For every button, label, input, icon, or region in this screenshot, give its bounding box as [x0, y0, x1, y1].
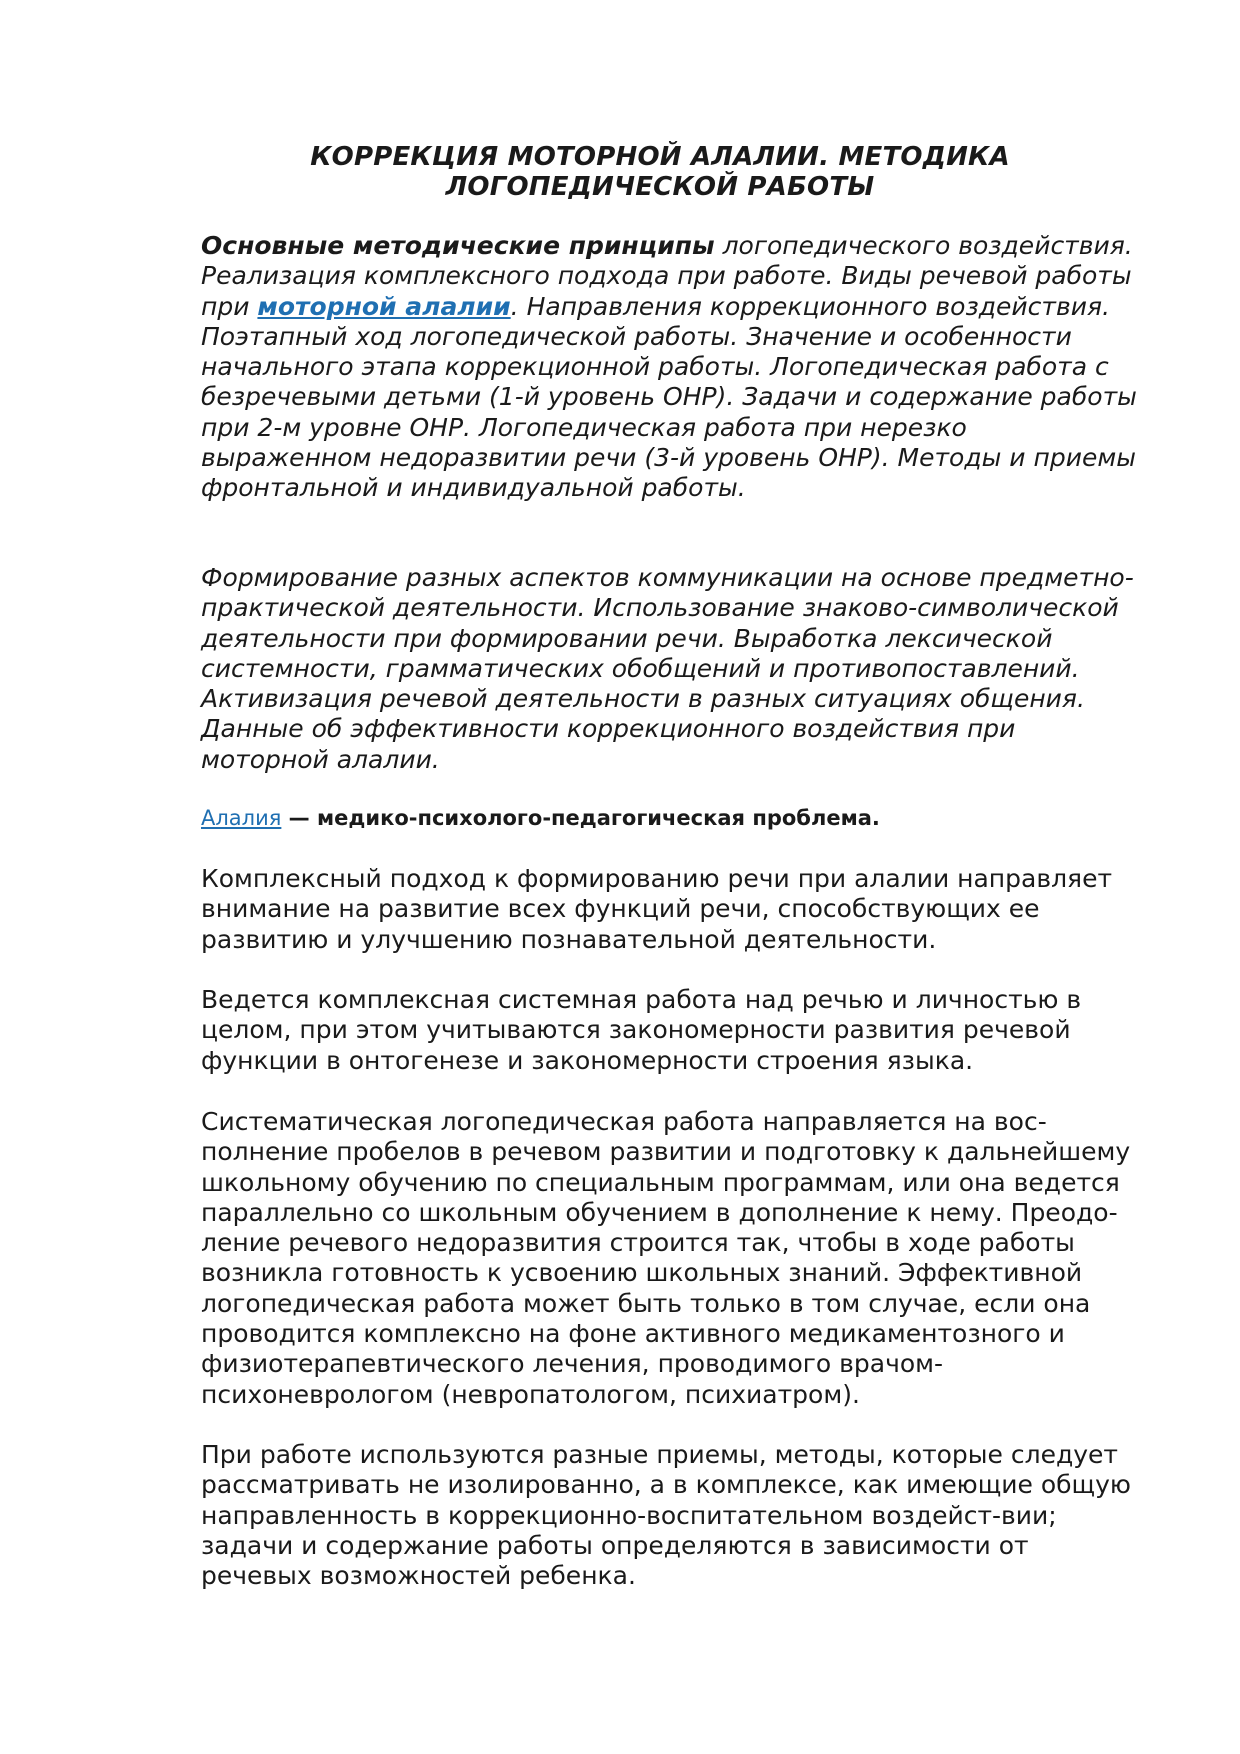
body-paragraph-1: Комплексный подход к формированию речи при алалии направляет внимание на развитие всех функций речи, способствующих ее развитию и улучшению познавательной деятельности. [201, 864, 1113, 954]
title-line-1: КОРРЕКЦИЯ МОТОРНОЙ АЛАЛИИ. МЕТОДИКА [310, 142, 1010, 172]
alalia-heading [201, 805, 1141, 831]
title-line-2: ЛОГОПЕДИЧЕСКОЙ РАБОТЫ [445, 172, 875, 202]
alalia-link[interactable]: Алалия [201, 806, 282, 830]
alalia-heading-text: — медико-психолого-педагогическая проблема. [281, 806, 880, 830]
body-paragraph-4: При работе используются разные приемы, методы, которые следует рассматривать не изолированно, а в комплексе, как имеющие общую направленность в коррекционно-воспитательном воздейст-вии; задачи и содержание работы определяются в зависимости от речевых возможностей ребенка. [201, 1440, 1131, 1591]
body-paragraph-2: Ведется комплексная системная работа над речью и личностью в целом, при этом учитываются закономерности развития речевой функции в онтогенезе и закономерности строения языка. [201, 985, 1082, 1075]
intro-paragraph-2: Формирование разных аспектов коммуникации на основе предметно-практической деятельности. Использование знаково-символической деятельности при формировании речи. Выработка лексической системности, грамматических обобщений и противопоставлений. Активизация речевой деятельности в разных ситуациях общения. Данные об эффективности коррекционного воздействия при моторной алалии. [201, 563, 1134, 774]
motor-alalia-link[interactable]: моторной алалии [257, 291, 511, 321]
intro-bold-lead: Основные методические принципы [201, 231, 715, 260]
intro-paragraph [201, 231, 1141, 504]
intro-text-after-link: . Направления коррекционного воздействия. Поэтапный ход логопедической работы. Значение и особенности начального этапа коррекционной работы. Логопедическая работа с безречевыми детьми (1-й уровень ОНР). Задачи и содержание работы при 2-м уровне ОНР. Логопедическая работа при нерезко выраженном недоразвитии речи (3-й уровень ОНР). Методы и приемы фронтальной и индивидуальной работы. [201, 291, 1137, 503]
intro-text-before-link: логопедического воздействия. Реализация комплексного подхода при работе. Виды речевой работы при [201, 231, 1133, 321]
page-title [200, 142, 1120, 202]
body-paragraph-3: Систематическая логопедическая работа направляется на вос-полнение пробелов в речевом развитии и подготовку к дальнейшему школьному обучению по специальным программам, или она ведется параллельно со школьным обучением в дополнение к нему. Преодо-ление речевого недоразвития строится так, чтобы в ходе работы возникла готовность к усвоению школьных знаний. Эффективной логопедическая работа может быть только в том случае, если она проводится комплексно на фоне активного медикаментозного и физиотерапевтического лечения, проводимого врачом-психоневрологом (невропатологом, психиатром). [201, 1107, 1131, 1409]
